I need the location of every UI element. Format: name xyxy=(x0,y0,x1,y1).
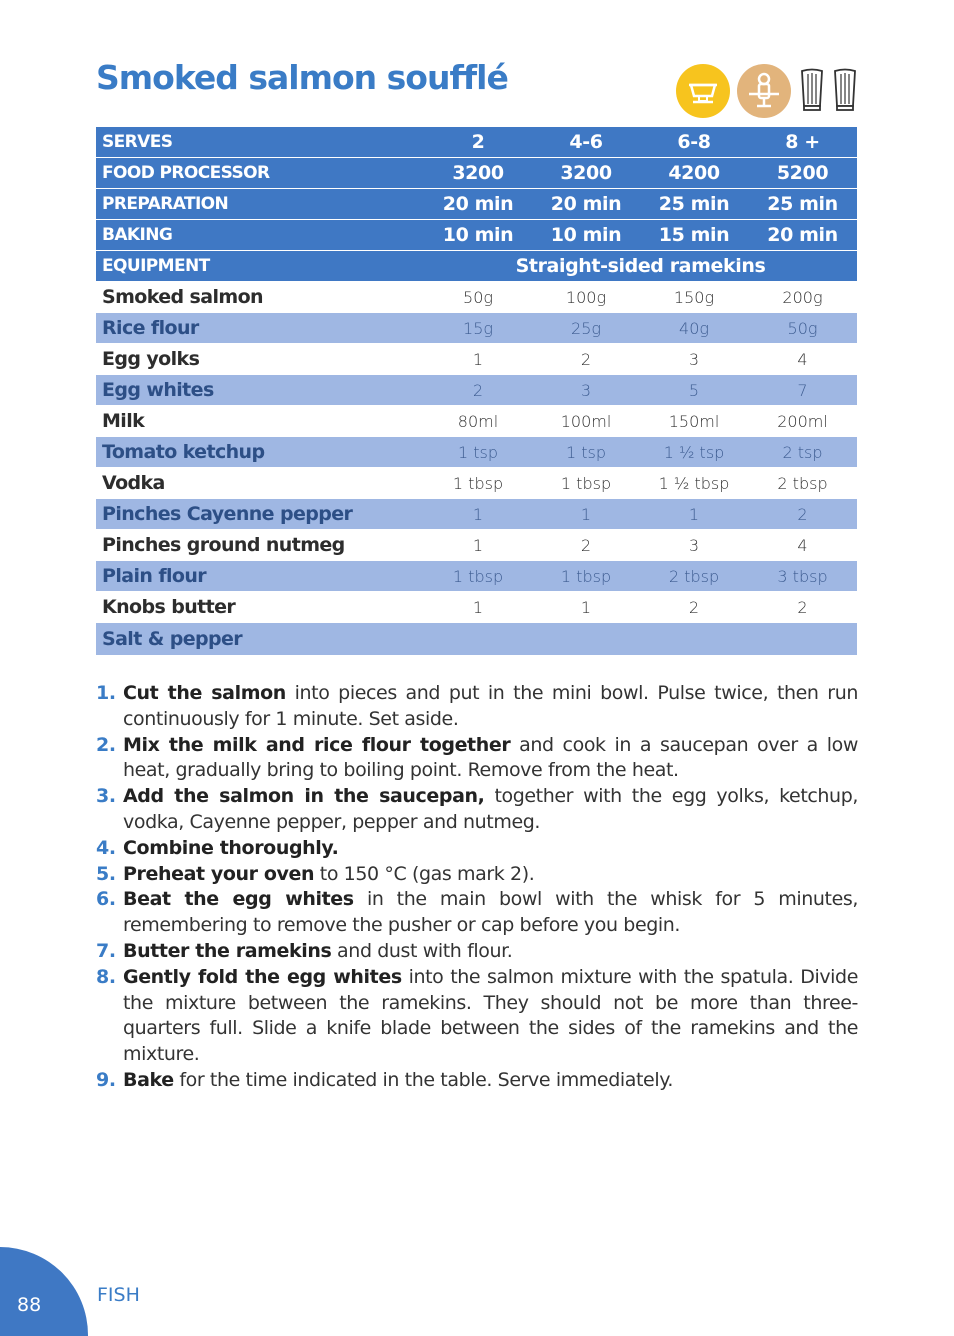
ingredient-name: Egg whites xyxy=(96,375,424,406)
step-number: 9. xyxy=(96,1068,116,1091)
pusher-icon xyxy=(737,64,791,118)
cell: 1 tbsp xyxy=(532,561,640,592)
ingredient-row xyxy=(96,437,857,468)
step-number: 2. xyxy=(96,733,116,756)
cell: 5200 xyxy=(748,158,857,189)
step-lead: Preheat your oven xyxy=(123,862,315,885)
cell: 10 min xyxy=(532,220,640,251)
cell: 2 xyxy=(532,344,640,375)
cell: 10 min xyxy=(424,220,532,251)
ingredient-row xyxy=(96,623,857,656)
step-lead: Gently fold the egg whites xyxy=(123,965,402,988)
cell: 4200 xyxy=(640,158,748,189)
step-text: together with the egg yolks, ketchup, vodka, Cayenne pepper, pepper and nutmeg. xyxy=(123,785,859,833)
ingredient-row xyxy=(96,375,857,406)
ingredient-row xyxy=(96,344,857,375)
chef-hat-icon xyxy=(831,68,859,116)
cell: 2 tsp xyxy=(748,437,857,468)
cell: 4 xyxy=(748,530,857,561)
cell: 80ml xyxy=(424,406,532,437)
step-number: 8. xyxy=(96,965,116,988)
step-item xyxy=(96,965,858,1068)
step-text: for the time indicated in the table. Serve immediately. xyxy=(173,1068,673,1091)
step-number: 5. xyxy=(96,862,116,885)
step-number: 7. xyxy=(96,939,116,962)
cell: 1 tbsp xyxy=(424,468,532,499)
cell: 2 xyxy=(424,127,532,158)
ingredient-row xyxy=(96,468,857,499)
step-item xyxy=(96,862,858,888)
cell: 2 xyxy=(532,530,640,561)
step-text: and dust with flour. xyxy=(331,939,513,962)
row-label: FOOD PROCESSOR xyxy=(96,158,424,189)
step-item xyxy=(96,1068,858,1094)
ingredient-row xyxy=(96,561,857,592)
step-item xyxy=(96,836,858,862)
cell: 2 xyxy=(748,592,857,623)
page-title: Smoked salmon soufflé xyxy=(96,58,508,97)
cell: 1 tbsp xyxy=(532,468,640,499)
ingredient-name: Milk xyxy=(96,406,424,437)
ingredient-row xyxy=(96,499,857,530)
cell: 6-8 xyxy=(640,127,748,158)
cell: 40g xyxy=(640,313,748,344)
step-lead: Cut the salmon xyxy=(123,682,286,704)
cell: 1 xyxy=(424,530,532,561)
chef-hat-icon xyxy=(798,68,826,116)
preparation-row xyxy=(96,189,857,220)
cell: 50g xyxy=(424,282,532,313)
cell: 1 xyxy=(640,499,748,530)
cell: 1 tsp xyxy=(532,437,640,468)
cell: 25 min xyxy=(640,189,748,220)
page-number: 88 xyxy=(17,1294,42,1316)
recipe-table xyxy=(96,127,857,656)
row-label: EQUIPMENT xyxy=(96,251,424,282)
step-lead: Add the salmon in the saucepan, xyxy=(123,785,485,808)
step-number: 3. xyxy=(96,785,116,808)
method-steps xyxy=(96,681,858,1094)
cell: 100g xyxy=(532,282,640,313)
cell: 1 xyxy=(424,344,532,375)
cell: 20 min xyxy=(748,220,857,251)
cell xyxy=(424,623,532,656)
step-item xyxy=(96,784,858,836)
cell: 1 ½ tbsp xyxy=(640,468,748,499)
step-text: into the salmon mixture with the spatula. Divide the mixture between the ramekins. They should not be more than three-quarters full. Slide a knife blade between the sides of the ramekins and the mixture. xyxy=(123,965,858,1066)
page-tab xyxy=(0,1247,88,1336)
ingredient-name: Knobs butter xyxy=(96,592,424,623)
cell: 1 xyxy=(424,499,532,530)
step-lead: Butter the ramekins xyxy=(123,939,332,962)
cell: 20 min xyxy=(424,189,532,220)
cell: 5 xyxy=(640,375,748,406)
ingredient-name: Plain flour xyxy=(96,561,424,592)
cell: 2 xyxy=(748,499,857,530)
equipment-value: Straight-sided ramekins xyxy=(424,251,857,282)
ingredient-row xyxy=(96,592,857,623)
step-item xyxy=(96,733,858,785)
food-processor-row xyxy=(96,158,857,189)
cell: 3 xyxy=(640,530,748,561)
cell: 4-6 xyxy=(532,127,640,158)
ingredient-name: Tomato ketchup xyxy=(96,437,424,468)
cell xyxy=(532,623,640,656)
cell: 3200 xyxy=(532,158,640,189)
cell: 2 tbsp xyxy=(748,468,857,499)
ingredient-name: Salt & pepper xyxy=(96,623,424,656)
step-number: 6. xyxy=(96,888,116,911)
cell: 20 min xyxy=(532,189,640,220)
ingredient-name: Egg yolks xyxy=(96,344,424,375)
ingredient-name: Pinches ground nutmeg xyxy=(96,530,424,561)
cell: 200ml xyxy=(748,406,857,437)
cell: 1 tbsp xyxy=(424,561,532,592)
serves-row xyxy=(96,127,857,158)
step-text: to 150 °C (gas mark 2). xyxy=(314,862,535,885)
row-label: PREPARATION xyxy=(96,189,424,220)
cell: 1 xyxy=(424,592,532,623)
cell: 1 tsp xyxy=(424,437,532,468)
ingredient-name: Vodka xyxy=(96,468,424,499)
cell: 7 xyxy=(748,375,857,406)
cell: 3 xyxy=(532,375,640,406)
cell: 1 xyxy=(532,499,640,530)
cell: 2 xyxy=(640,592,748,623)
ingredient-name: Rice flour xyxy=(96,313,424,344)
cell: 200g xyxy=(748,282,857,313)
cell: 4 xyxy=(748,344,857,375)
cell: 15 min xyxy=(640,220,748,251)
step-lead: Beat the egg whites xyxy=(123,888,354,911)
cell: 3200 xyxy=(424,158,532,189)
step-item xyxy=(96,887,858,939)
step-number: 4. xyxy=(96,836,116,859)
cell: 1 xyxy=(532,592,640,623)
step-text: into pieces and put in the mini bowl. Pulse twice, then run continuously for 1 minute. Set aside. xyxy=(123,682,858,730)
step-text: in the main bowl with the whisk for 5 minutes, remembering to remove the pusher or cap before you begin. xyxy=(123,888,859,937)
step-text: and cook in a saucepan over a low heat, gradually bring to boiling point. Remove from the heat. xyxy=(123,733,858,782)
step-item xyxy=(96,681,858,733)
step-item xyxy=(96,939,858,965)
ingredient-row xyxy=(96,406,857,437)
ingredient-name: Smoked salmon xyxy=(96,282,424,313)
cell: 15g xyxy=(424,313,532,344)
cell: 100ml xyxy=(532,406,640,437)
step-lead: Combine thoroughly. xyxy=(123,836,339,859)
row-label: BAKING xyxy=(96,220,424,251)
row-label: SERVES xyxy=(96,127,424,158)
ingredient-row xyxy=(96,530,857,561)
cell: 50g xyxy=(748,313,857,344)
cell: 2 tbsp xyxy=(640,561,748,592)
cell: 150g xyxy=(640,282,748,313)
mini-bowl-icon xyxy=(676,64,730,118)
ingredient-name: Pinches Cayenne pepper xyxy=(96,499,424,530)
cell: 150ml xyxy=(640,406,748,437)
cell xyxy=(640,623,748,656)
cell: 8 + xyxy=(748,127,857,158)
cell: 3 tbsp xyxy=(748,561,857,592)
step-lead: Mix the milk and rice flour together xyxy=(123,733,511,756)
ingredient-row xyxy=(96,313,857,344)
baking-row xyxy=(96,220,857,251)
step-lead: Bake xyxy=(123,1068,174,1091)
cell: 2 xyxy=(424,375,532,406)
section-label: FISH xyxy=(97,1284,140,1306)
cell: 25g xyxy=(532,313,640,344)
cell xyxy=(748,623,857,656)
ingredient-row xyxy=(96,282,857,313)
equipment-row xyxy=(96,251,857,282)
cell: 3 xyxy=(640,344,748,375)
cell: 25 min xyxy=(748,189,857,220)
cell: 1 ½ tsp xyxy=(640,437,748,468)
step-number: 1. xyxy=(96,682,116,704)
